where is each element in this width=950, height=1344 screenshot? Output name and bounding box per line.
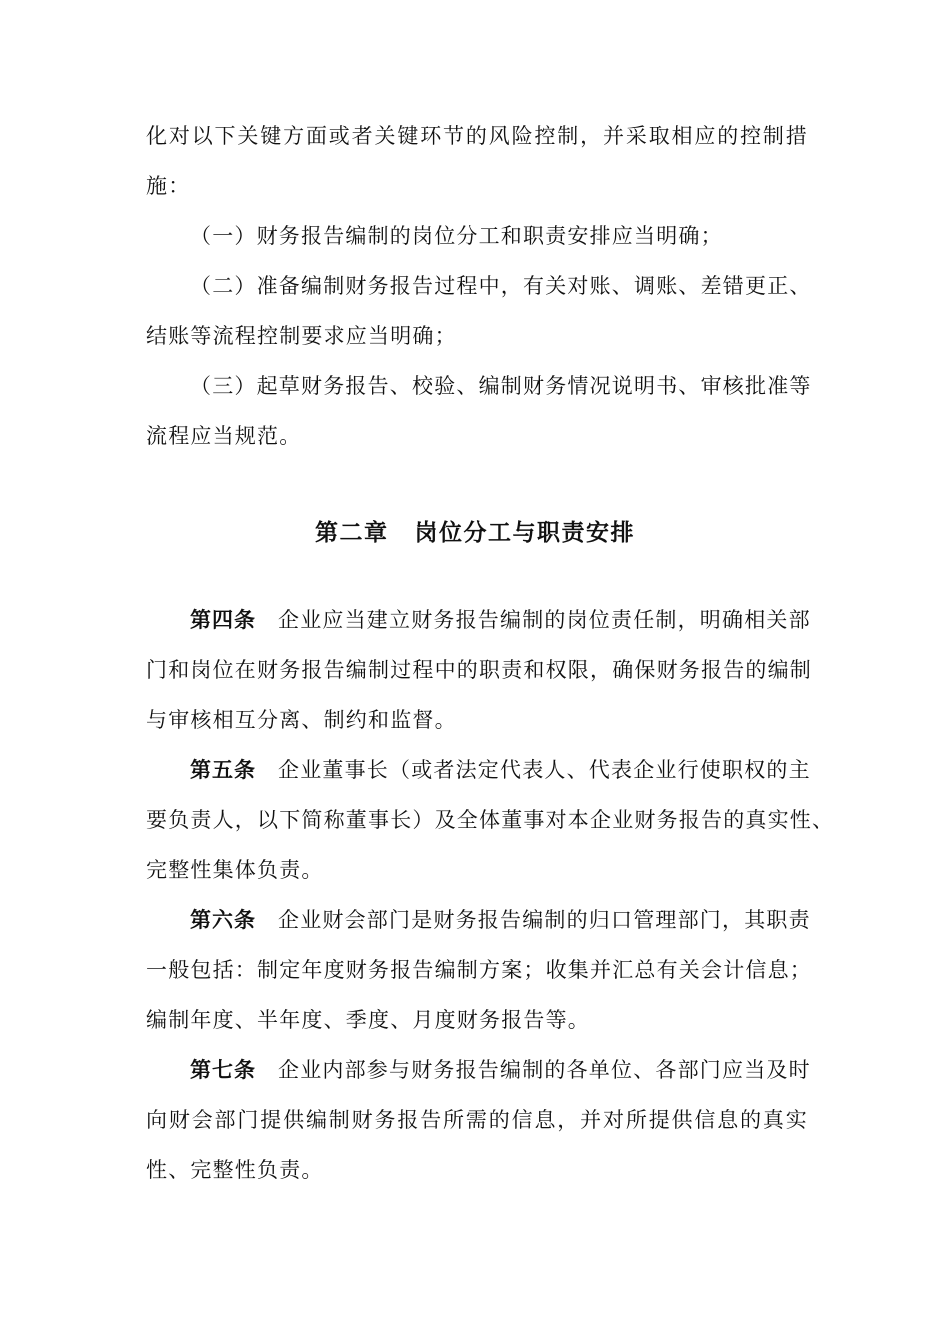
article-7-label: 第七条: [190, 1058, 256, 1082]
chapter-title: 岗位分工与职责安排: [414, 520, 635, 546]
article-4-line-1: [190, 606, 811, 634]
article-5-label: 第五条: [190, 758, 256, 782]
article-6-text-1: 企业财会部门是财务报告编制的归口管理部门，其职责: [278, 908, 811, 932]
article-4-line-3: 与审核相互分离、制约和监督。: [146, 708, 457, 732]
article-6-line-2: 一般包括：制定年度财务报告编制方案；收集并汇总有关会计信息；: [146, 958, 812, 982]
article-4-text-1: 企业应当建立财务报告编制的岗位责任制，明确相关部: [278, 608, 811, 632]
list-item-2-line-2: 结账等流程控制要求应当明确；: [146, 324, 457, 348]
article-6-line-1: [190, 906, 811, 934]
article-7-line-3: 性、完整性负责。: [146, 1158, 324, 1182]
article-6-line-3: 编制年度、半年度、季度、月度财务报告等。: [146, 1008, 590, 1032]
intro-line-1: 化对以下关键方面或者关键环节的风险控制，并采取相应的控制措: [146, 124, 808, 148]
intro-line-2: 施：: [146, 174, 191, 198]
list-item-3-line-2: 流程应当规范。: [146, 424, 302, 448]
article-6-label: 第六条: [190, 908, 256, 932]
article-5-text-1: 企业董事长（或者法定代表人、代表企业行使职权的主: [278, 758, 811, 782]
article-5-line-2: 要负责人，以下简称董事长）及全体董事对本企业财务报告的真实性、: [146, 808, 835, 832]
article-7-line-1: [190, 1056, 811, 1084]
chapter-number: 第二章: [315, 520, 389, 546]
list-item-1: （一）财务报告编制的岗位分工和职责安排应当明确；: [190, 224, 723, 248]
article-7-text-1: 企业内部参与财务报告编制的各单位、各部门应当及时: [278, 1058, 811, 1082]
chapter-heading: [0, 518, 950, 548]
article-4-label: 第四条: [190, 608, 256, 632]
article-5-line-1: [190, 756, 811, 784]
list-item-3-line-1: （三）起草财务报告、校验、编制财务情况说明书、审核批准等: [190, 374, 812, 398]
article-7-line-2: 向财会部门提供编制财务报告所需的信息，并对所提供信息的真实: [146, 1108, 808, 1132]
article-5-line-3: 完整性集体负责。: [146, 858, 324, 882]
article-4-line-2: 门和岗位在财务报告编制过程中的职责和权限，确保财务报告的编制: [146, 658, 812, 682]
list-item-2-line-1: （二）准备编制财务报告过程中，有关对账、调账、差错更正、: [190, 274, 812, 298]
